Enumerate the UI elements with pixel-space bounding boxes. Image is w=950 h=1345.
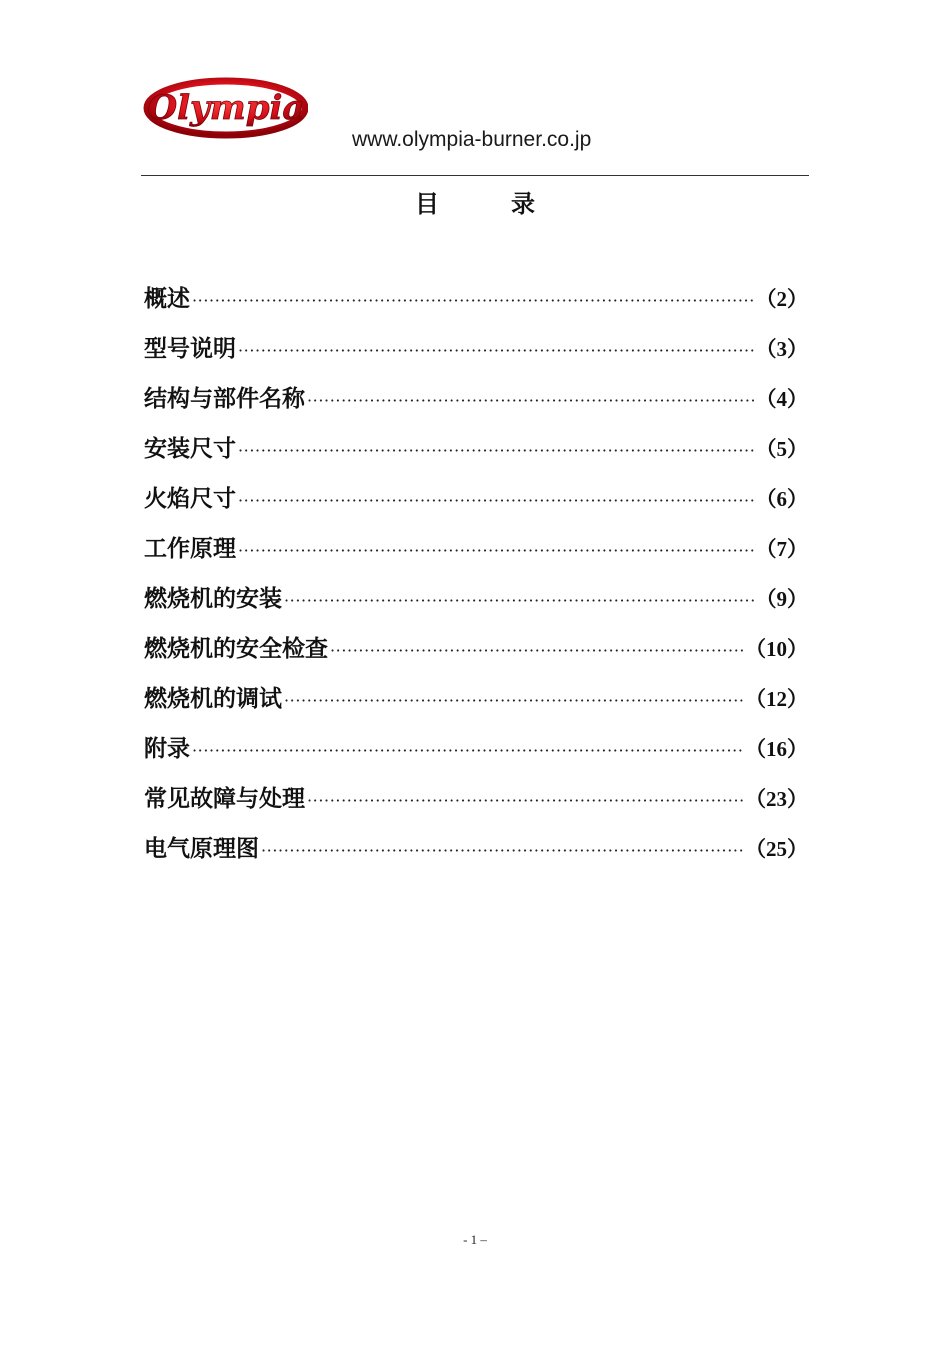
toc-dot-leader xyxy=(261,841,743,860)
toc-entry-page: （3） xyxy=(755,337,808,361)
toc-dot-leader xyxy=(192,741,743,760)
toc-dot-leader xyxy=(284,591,754,610)
logo-wordmark: Olympia xyxy=(147,88,305,128)
toc-dot-leader xyxy=(192,291,754,310)
toc-entry-label: 附录 xyxy=(144,736,190,762)
toc-dot-leader xyxy=(307,791,743,810)
toc-entry-page: （7） xyxy=(755,537,808,561)
header-divider xyxy=(141,175,809,176)
toc-entry[interactable] xyxy=(144,780,808,830)
toc-entry-page: （12） xyxy=(745,687,808,711)
toc-entry-page: （10） xyxy=(745,637,808,661)
toc-entry-page: （5） xyxy=(755,437,808,461)
toc-entry[interactable] xyxy=(144,830,808,880)
toc-entry[interactable] xyxy=(144,380,808,430)
toc-entry-label: 结构与部件名称 xyxy=(144,386,305,412)
toc-entry[interactable] xyxy=(144,280,808,330)
table-of-contents xyxy=(144,280,808,880)
toc-entry[interactable] xyxy=(144,580,808,630)
toc-dot-leader xyxy=(238,441,754,460)
toc-entry-label: 电气原理图 xyxy=(144,836,259,862)
toc-entry-label: 常见故障与处理 xyxy=(144,786,305,812)
toc-entry[interactable] xyxy=(144,630,808,680)
page-title: 目 录 xyxy=(415,190,559,218)
toc-dot-leader xyxy=(284,691,743,710)
toc-entry[interactable] xyxy=(144,530,808,580)
toc-dot-leader xyxy=(238,491,754,510)
toc-dot-leader xyxy=(238,541,754,560)
page-number: - 1 – xyxy=(463,1232,487,1247)
toc-entry-label: 工作原理 xyxy=(144,536,236,562)
toc-entry[interactable] xyxy=(144,330,808,380)
toc-entry-page: （25） xyxy=(745,837,808,861)
toc-entry[interactable] xyxy=(144,680,808,730)
toc-entry-label: 燃烧机的调试 xyxy=(144,686,282,712)
toc-entry-label: 概述 xyxy=(144,286,190,312)
toc-dot-leader xyxy=(238,341,754,360)
toc-entry-label: 燃烧机的安装 xyxy=(144,586,282,612)
toc-entry-label: 燃烧机的安全检查 xyxy=(144,636,328,662)
toc-entry-label: 火焰尺寸 xyxy=(144,486,236,512)
toc-entry-page: （9） xyxy=(755,587,808,611)
toc-entry-page: （23） xyxy=(745,787,808,811)
toc-entry[interactable] xyxy=(144,730,808,780)
toc-entry-page: （2） xyxy=(755,287,808,311)
toc-entry-page: （4） xyxy=(755,387,808,411)
toc-entry[interactable] xyxy=(144,430,808,480)
toc-entry-page: （16） xyxy=(745,737,808,761)
toc-entry[interactable] xyxy=(144,480,808,530)
toc-entry-label: 安装尺寸 xyxy=(144,436,236,462)
toc-entry-label: 型号说明 xyxy=(144,336,236,362)
toc-dot-leader xyxy=(307,391,754,410)
toc-dot-leader xyxy=(330,641,743,660)
website-url[interactable]: www.olympia-burner.co.jp xyxy=(352,128,592,151)
olympia-logo xyxy=(142,76,308,140)
toc-entry-page: （6） xyxy=(755,487,808,511)
